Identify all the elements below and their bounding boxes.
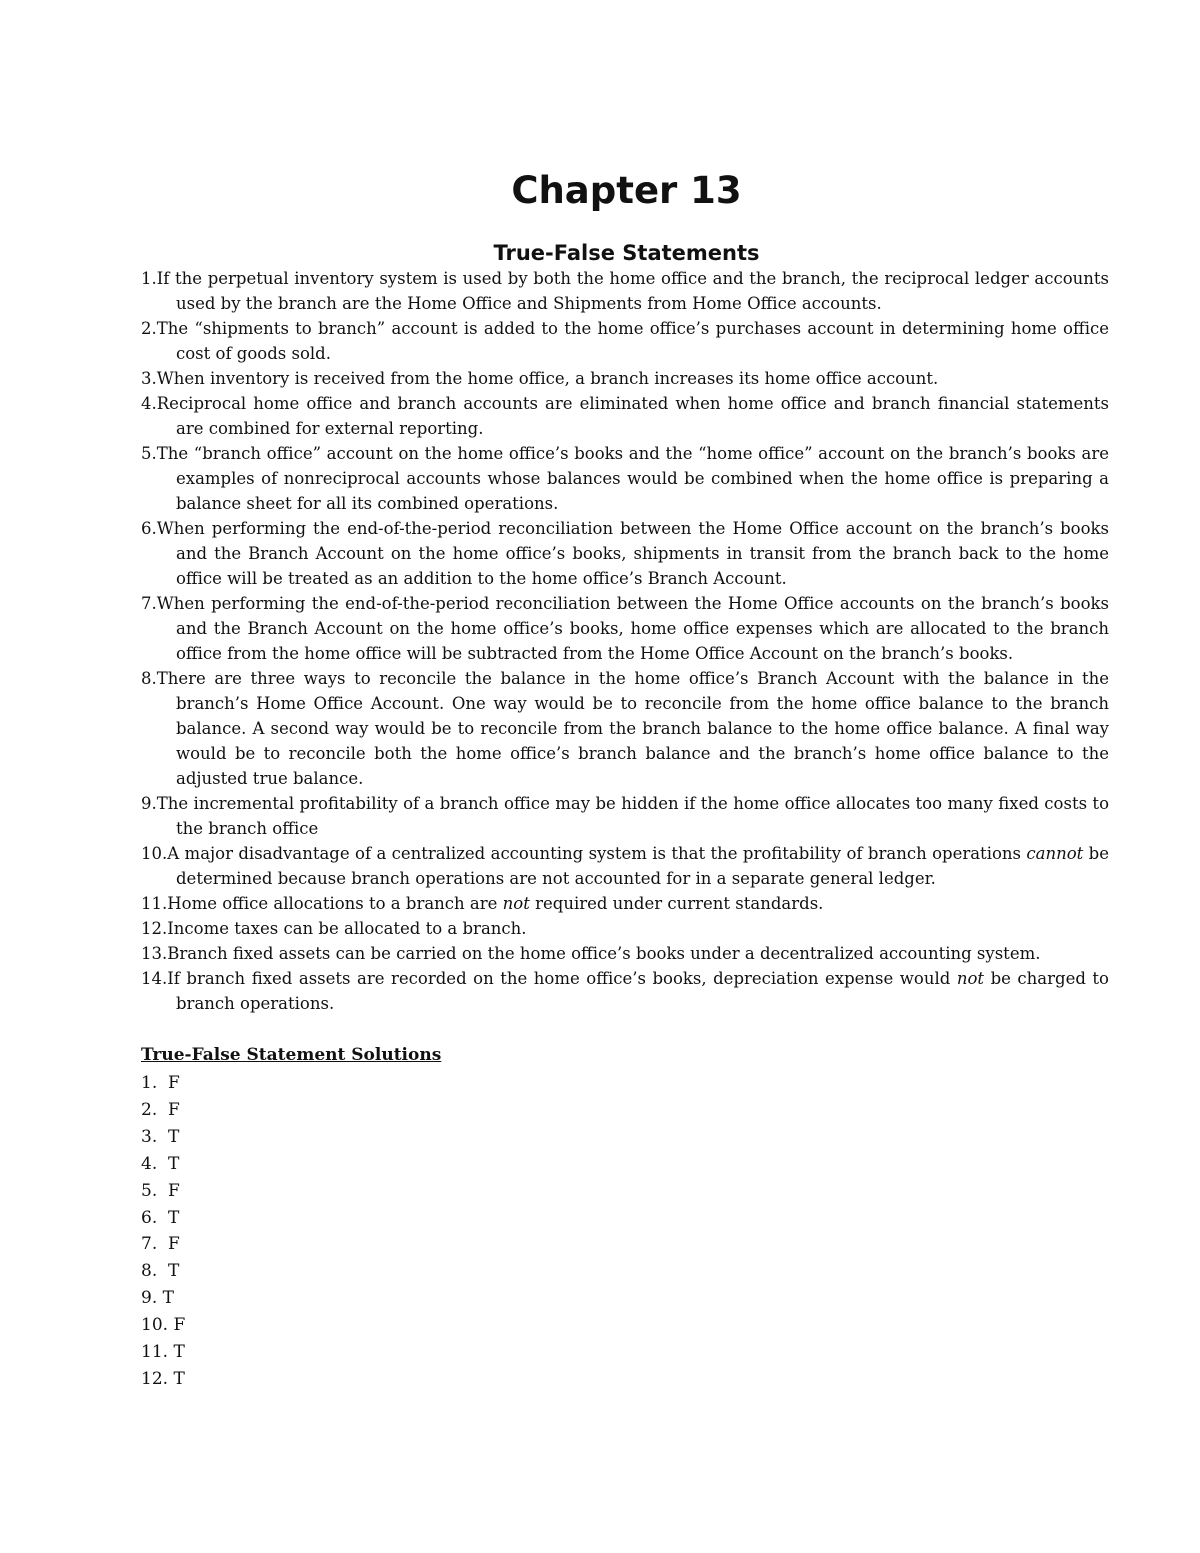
question-number: 2.	[141, 319, 157, 338]
question-number: 4.	[141, 394, 157, 413]
emphasized-word: not	[956, 969, 985, 988]
answer-item: 4. T	[141, 1153, 180, 1174]
answer-item: 9. T	[141, 1288, 174, 1309]
question-text-part: be charged to branch operations.	[176, 969, 1109, 1013]
question-text: The incremental profitability of a branch office may be hidden if the home office allocates too many fixed costs to the branch office	[156, 794, 1109, 838]
answer-item: 3. T	[141, 1126, 180, 1147]
question-text: Income taxes can be allocated to a branch.	[167, 919, 527, 938]
question-text: Reciprocal home office and branch accounts are eliminated when home office and branch financial statements are combined for external reporting.	[156, 394, 1109, 438]
question-text-part: required under current standards.	[529, 894, 824, 913]
solutions-heading: True-False Statement Solutions	[141, 1045, 442, 1065]
question-item	[141, 966, 1109, 1016]
question-number: 11.	[141, 894, 168, 913]
question-number: 5.	[141, 444, 157, 463]
question-text: When performing the end-of-the-period reconciliation between the Home Office accounts on the branch’s books and the Branch Account on the home office’s books, home office expenses which are allocated to the branch office from the home office will be subtracted from the Home Office Account on the branch’s books.	[156, 594, 1109, 663]
question-text: When inventory is received from the home office, a branch increases its home office account.	[156, 369, 939, 388]
question-number: 6.	[141, 519, 157, 538]
answer-item: 12. T	[141, 1368, 185, 1389]
answer-item: 2. F	[141, 1099, 180, 1120]
question-number: 3.	[141, 369, 157, 388]
question-item	[141, 941, 1109, 966]
question-text-part: A major disadvantage of a centralized accounting system is that the profitability of branch operations	[167, 844, 1027, 863]
question-item	[141, 366, 1109, 391]
question-text-part: Home office allocations to a branch are	[167, 894, 503, 913]
question-number: 9.	[141, 794, 157, 813]
answer-item: 10. F	[141, 1315, 186, 1336]
emphasized-word: cannot	[1026, 844, 1084, 863]
answer-list	[141, 1070, 185, 1393]
question-item	[141, 441, 1109, 516]
question-item	[141, 391, 1109, 441]
emphasized-word: not	[502, 894, 530, 913]
question-text: The “branch office” account on the home office’s books and the “home office” account on the branch’s books are examples of nonreciprocal accounts whose balances would be combined when the home office is preparing a balance sheet for all its combined operations.	[156, 444, 1109, 513]
question-text: When performing the end-of-the-period reconciliation between the Home Office account on the branch’s books and the Branch Account on the home office’s books, shipments in transit from the branch back to the home office will be treated as an addition to the home office’s Branch Account.	[156, 519, 1109, 588]
question-number: 8.	[141, 669, 157, 688]
question-item	[141, 916, 1109, 941]
question-number: 13.	[141, 944, 168, 963]
answer-item: 6. T	[141, 1207, 180, 1228]
section-title: True-False Statements	[493, 241, 760, 265]
question-number: 7.	[141, 594, 157, 613]
chapter-title: Chapter 13	[511, 169, 742, 212]
question-list	[141, 266, 1109, 1016]
answer-item: 7. F	[141, 1234, 180, 1255]
answer-item: 11. T	[141, 1342, 185, 1363]
question-item	[141, 666, 1109, 791]
question-item	[141, 791, 1109, 841]
question-number: 10.	[141, 844, 168, 863]
question-item	[141, 266, 1109, 316]
answer-item: 5. F	[141, 1180, 180, 1201]
question-item	[141, 591, 1109, 666]
question-text: There are three ways to reconcile the balance in the home office’s Branch Account with the balance in the branch’s Home Office Account. One way would be to reconcile from the home office balance to the branch balance. A second way would be to reconcile from the branch balance to the home office balance. A final way would be to reconcile both the home office’s branch balance and the branch’s home office balance to the adjusted true balance.	[156, 669, 1109, 788]
question-text-part: be determined because branch operations are not accounted for in a separate general ledger.	[176, 844, 1109, 888]
question-text-part: If branch fixed assets are recorded on the home office’s books, depreciation expense would	[167, 969, 957, 988]
question-text	[167, 894, 823, 913]
question-item	[141, 516, 1109, 591]
question-text: Branch fixed assets can be carried on the home office’s books under a decentralized accounting system.	[167, 944, 1041, 963]
question-number: 12.	[141, 919, 168, 938]
question-text	[167, 844, 1109, 888]
question-number: 1.	[141, 269, 157, 288]
question-item	[141, 316, 1109, 366]
question-item	[141, 891, 1109, 916]
answer-item: 8. T	[141, 1261, 180, 1282]
answer-item: 1. F	[141, 1073, 180, 1093]
question-text: The “shipments to branch” account is added to the home office’s purchases account in determining home office cost of goods sold.	[156, 319, 1109, 363]
question-text	[167, 969, 1109, 1013]
question-text: If the perpetual inventory system is used by both the home office and the branch, the reciprocal ledger accounts used by the branch are the Home Office and Shipments from Home Office accounts.	[156, 269, 1109, 313]
question-item	[141, 841, 1109, 891]
question-number: 14.	[141, 969, 168, 988]
